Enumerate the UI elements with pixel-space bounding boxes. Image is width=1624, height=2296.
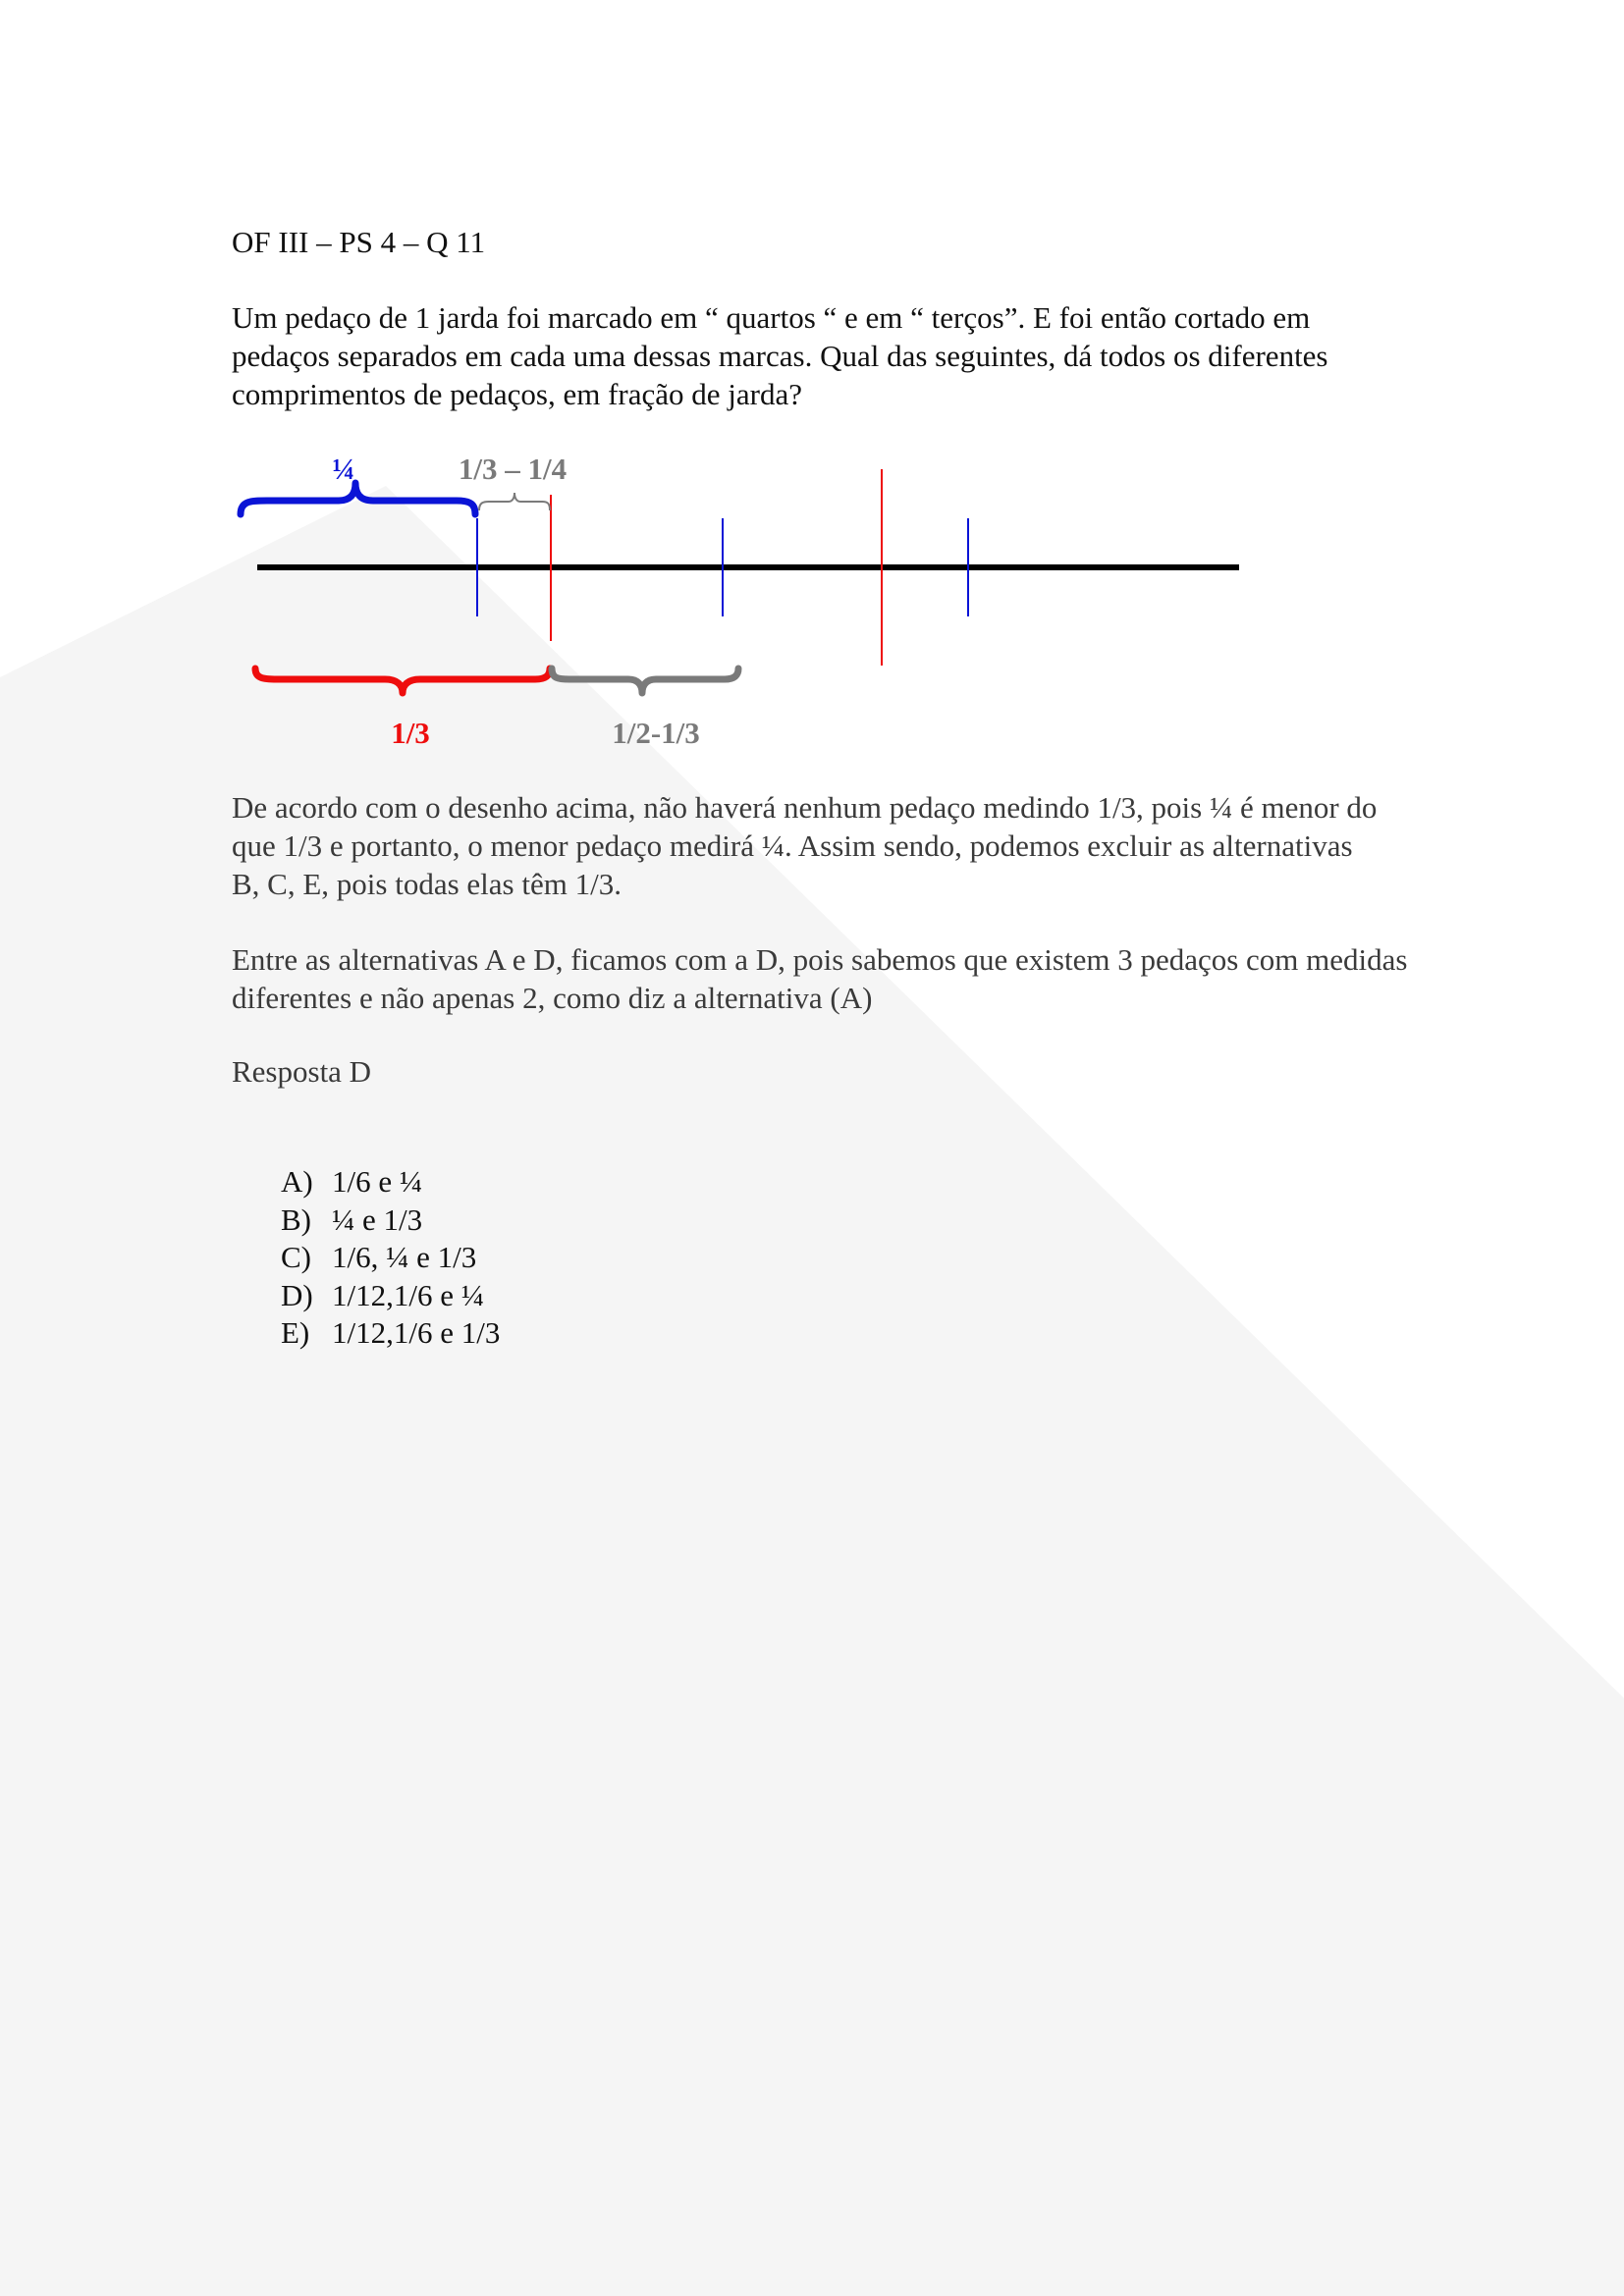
quarter-label: ¼ [332, 452, 355, 486]
difference-brace-bottom [552, 668, 738, 693]
explanation-line: Entre as alternativas A e D, ficamos com a D, pois sabemos que existem 3 pedaços com medidas [232, 942, 1408, 977]
explanation-line: B, C, E, pois todas elas têm 1/3. [232, 867, 622, 901]
half-minus-third-label: 1/2-1/3 [612, 716, 700, 750]
quarter-brace [241, 483, 475, 514]
explanation-line: diferentes e não apenas 2, como diz a alternativa (A) [232, 981, 873, 1015]
third-label: 1/3 [391, 716, 430, 750]
document-title: OF III – PS 4 – Q 11 [232, 225, 486, 259]
option-b: B) ¼ e 1/3 [281, 1201, 423, 1237]
question-line: comprimentos de pedaços, em fração de jarda? [232, 377, 802, 411]
option-d: D) 1/12,1/6 e ¼ [281, 1277, 484, 1312]
option-c: C) 1/6, ¼ e 1/3 [281, 1240, 477, 1274]
explanation-line: De acordo com o desenho acima, não haverá nenhum pedaço medindo 1/3, pois ¼ é menor do [232, 790, 1378, 825]
third-minus-quarter-label: 1/3 – 1/4 [458, 452, 568, 486]
question-line: Um pedaço de 1 jarda foi marcado em “ quartos “ e em “ terços”. E foi então cortado em [232, 300, 1311, 335]
question-line: pedaços separados em cada uma dessas marcas. Qual das seguintes, dá todos os diferentes [232, 339, 1328, 373]
explanation-line: que 1/3 e portanto, o menor pedaço medirá ¼. Assim sendo, podemos excluir as alternativas [232, 828, 1353, 863]
third-brace [255, 668, 550, 693]
answer-text: Resposta D [232, 1054, 372, 1089]
option-a: A) 1/6 e ¼ [281, 1164, 423, 1199]
option-e: E) 1/12,1/6 e 1/3 [281, 1315, 501, 1350]
difference-brace-top [479, 493, 550, 510]
